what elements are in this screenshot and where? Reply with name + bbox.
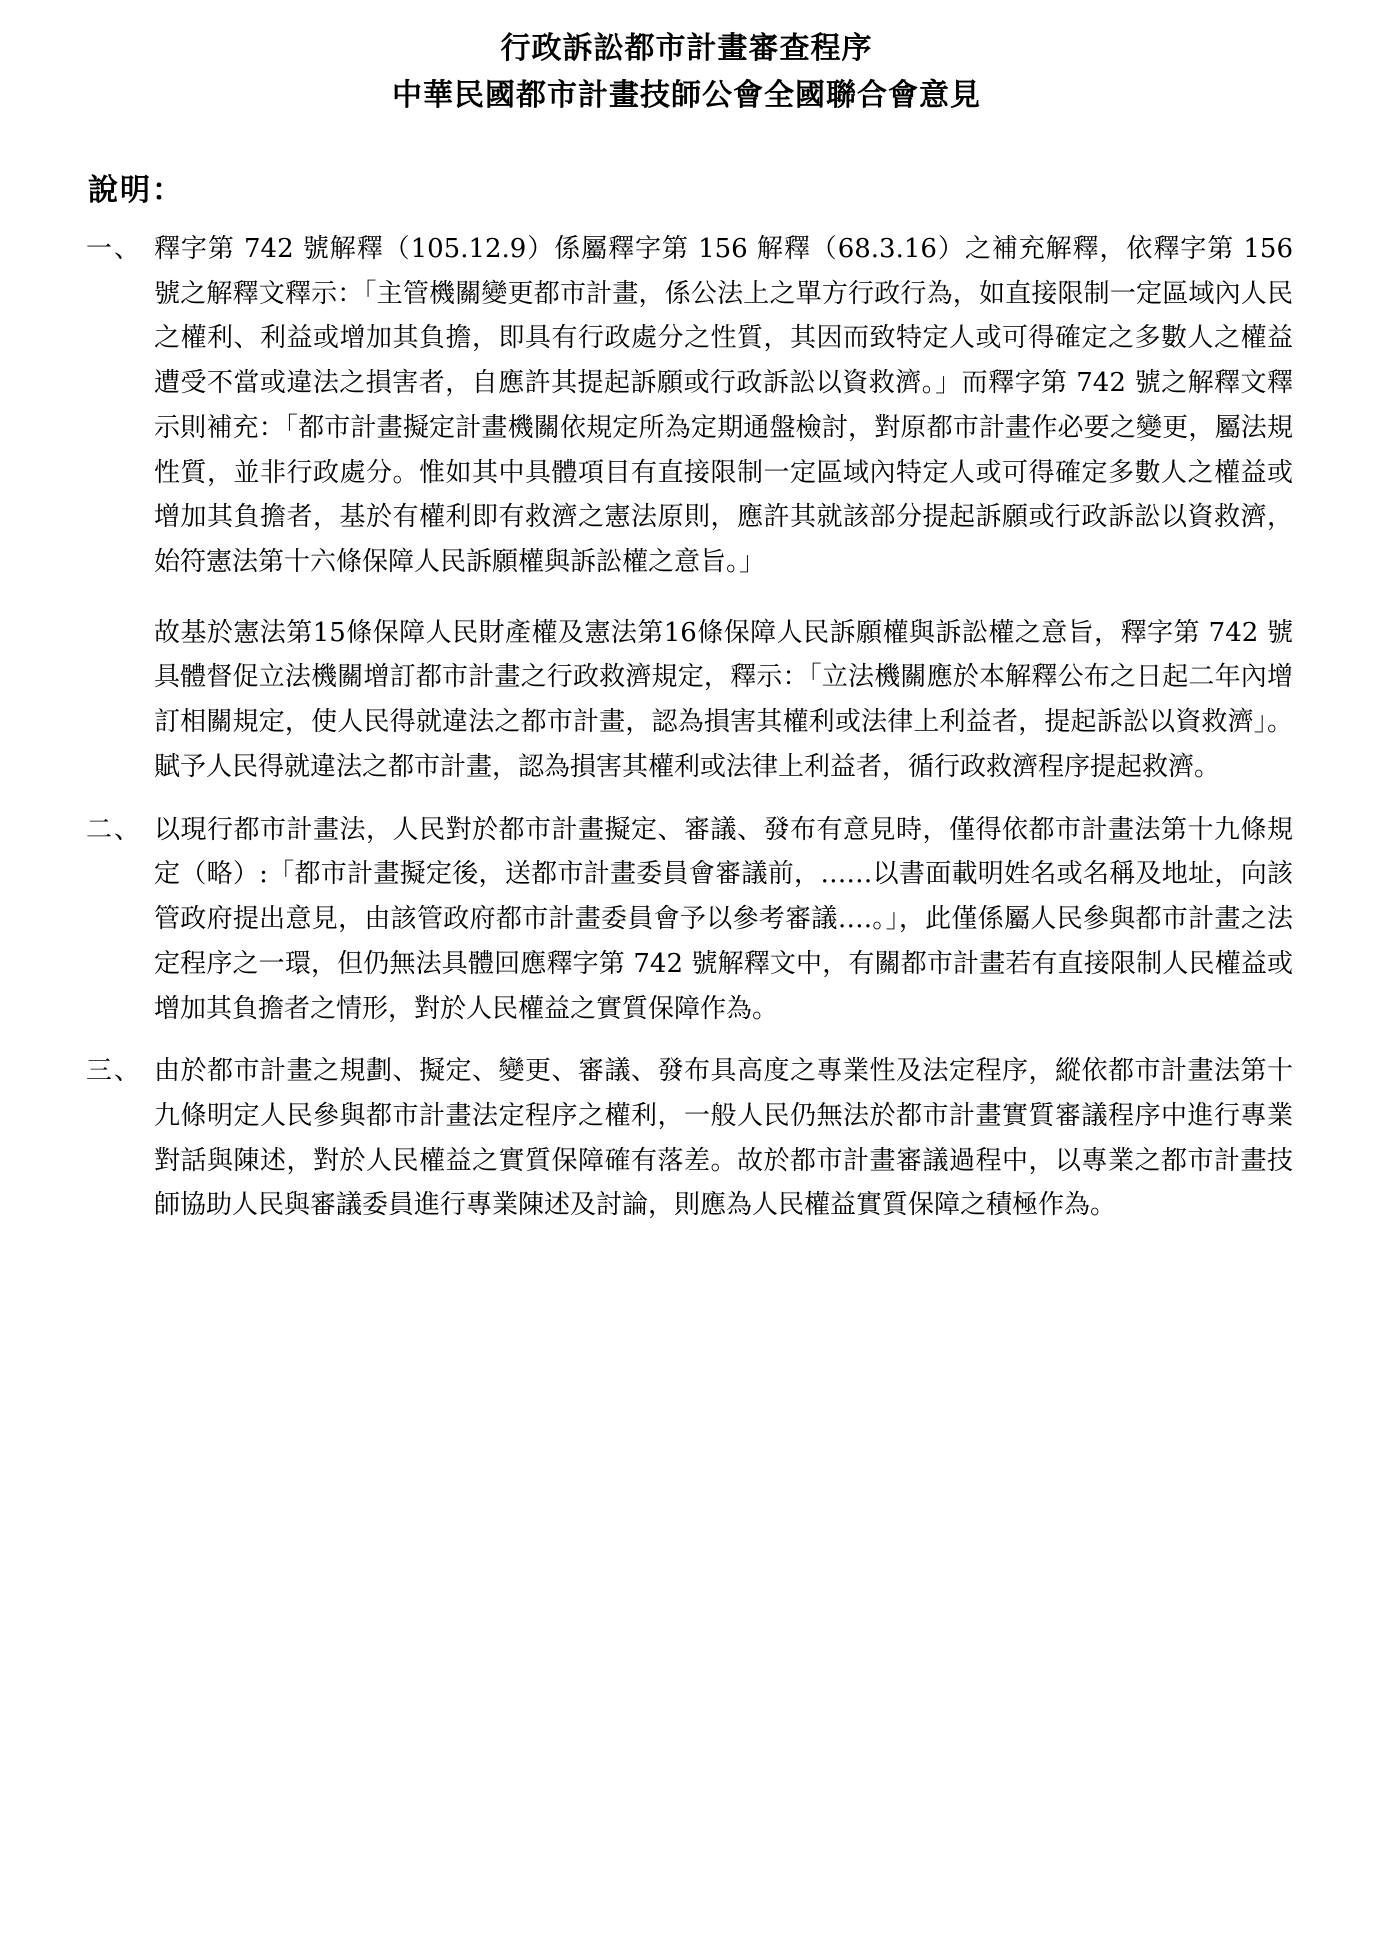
list-item-3-paragraph-1: 由於都市計畫之規劃、擬定、變更、審議、發布具高度之專業性及法定程序，縱依都市計畫法第十九條明定人民參與都市計畫法定程序之權利，一般人民仍無法於都市計畫實質審議程序中進行專業對話與陳述，對於人民權益之實質保障確有落差。故於都市計畫審議過程中，以專業之都市計畫技師協助人民與審議委員進行專業陳述及討論，則應為人民權益實質保障之積極作為。 <box>154 1056 1293 1221</box>
list-item-3 <box>80 1049 1293 1228</box>
document-title-line-1: 行政訴訟都市計畫審查程序 <box>500 31 873 66</box>
list-item-3-marker: 三、 <box>86 1056 143 1087</box>
list-item-1-marker: 一、 <box>86 234 143 264</box>
list-item-1-paragraph-2: 故基於憲法第15條保障人民財產權及憲法第16條保障人民訴願權與訴訟權之意旨，釋字第 742 號具體督促立法機關增訂都市計畫之行政救濟規定，釋示：「立法機關應於本解釋公布之日起二年內增訂相關規定，使人民得就違法之都市計畫，認為損害其權利或法律上利益者，提起訴訟以資救濟」。賦予人民得就違法之都市計畫，認為損害其權利或法律上利益者，循行政救濟程序提起救濟。 <box>154 617 1293 782</box>
list-item-2-body <box>154 808 1293 1032</box>
document-title <box>80 26 1293 119</box>
list-item-1-paragraph-1: 釋字第 742 號解釋（105.12.9）係屬釋字第 156 解釋（68.3.16）之補充解釋，依釋字第 156 號之解釋文釋示：「主管機關變更都市計畫，係公法上之單方行政行為，如直接限制一定區域內人民之權利、利益或增加其負擔，即具有行政處分之性質，其因而致特定人或可得確定之多數人之權益遭受不當或違法之損害者，自應許其提起訴願或行政訴訟以資救濟。」而釋字第 742 號之解釋文釋示則補充：「都市計畫擬定計畫機關依規定所為定期通盤檢討，對原都市計畫作必要之變更，屬法規性質，並非行政處分。惟如其中具體項目有直接限制一定區域內特定人或可得確定多數人之權益或增加其負擔者，基於有權利即有救濟之憲法原則，應許其就該部分提起訴願或行政訴訟以資救濟，始符憲法第十六條保障人民訴願權與訴訟權之意旨。」 <box>154 234 1293 578</box>
list-item-2-paragraph-1: 以現行都市計畫法，人民對於都市計畫擬定、審議、發布有意見時，僅得依都市計畫法第十九條規定（略）:「都市計畫擬定後，送都市計畫委員會審議前，……以書面載明姓名或名稱及地址，向該管政府提出意見，由該管政府都市計畫委員會予以參考審議….。」，此僅係屬人民參與都市計畫之法定程序之一環，但仍無法具體回應釋字第 742 號解釋文中，有關都市計畫若有直接限制人民權益或增加其負擔者之情形，對於人民權益之實質保障作為。 <box>154 814 1293 1024</box>
list-item-1-body <box>154 227 1293 790</box>
document-title-line-2: 中華民國都市計畫技師公會全國聯合會意見 <box>392 77 981 113</box>
list-item-1 <box>80 227 1293 790</box>
list-item-2 <box>80 808 1293 1032</box>
list-item-2-marker: 二、 <box>86 814 143 845</box>
list-item-3-body <box>154 1049 1293 1228</box>
section-heading-explanation: 說明： <box>88 173 184 208</box>
